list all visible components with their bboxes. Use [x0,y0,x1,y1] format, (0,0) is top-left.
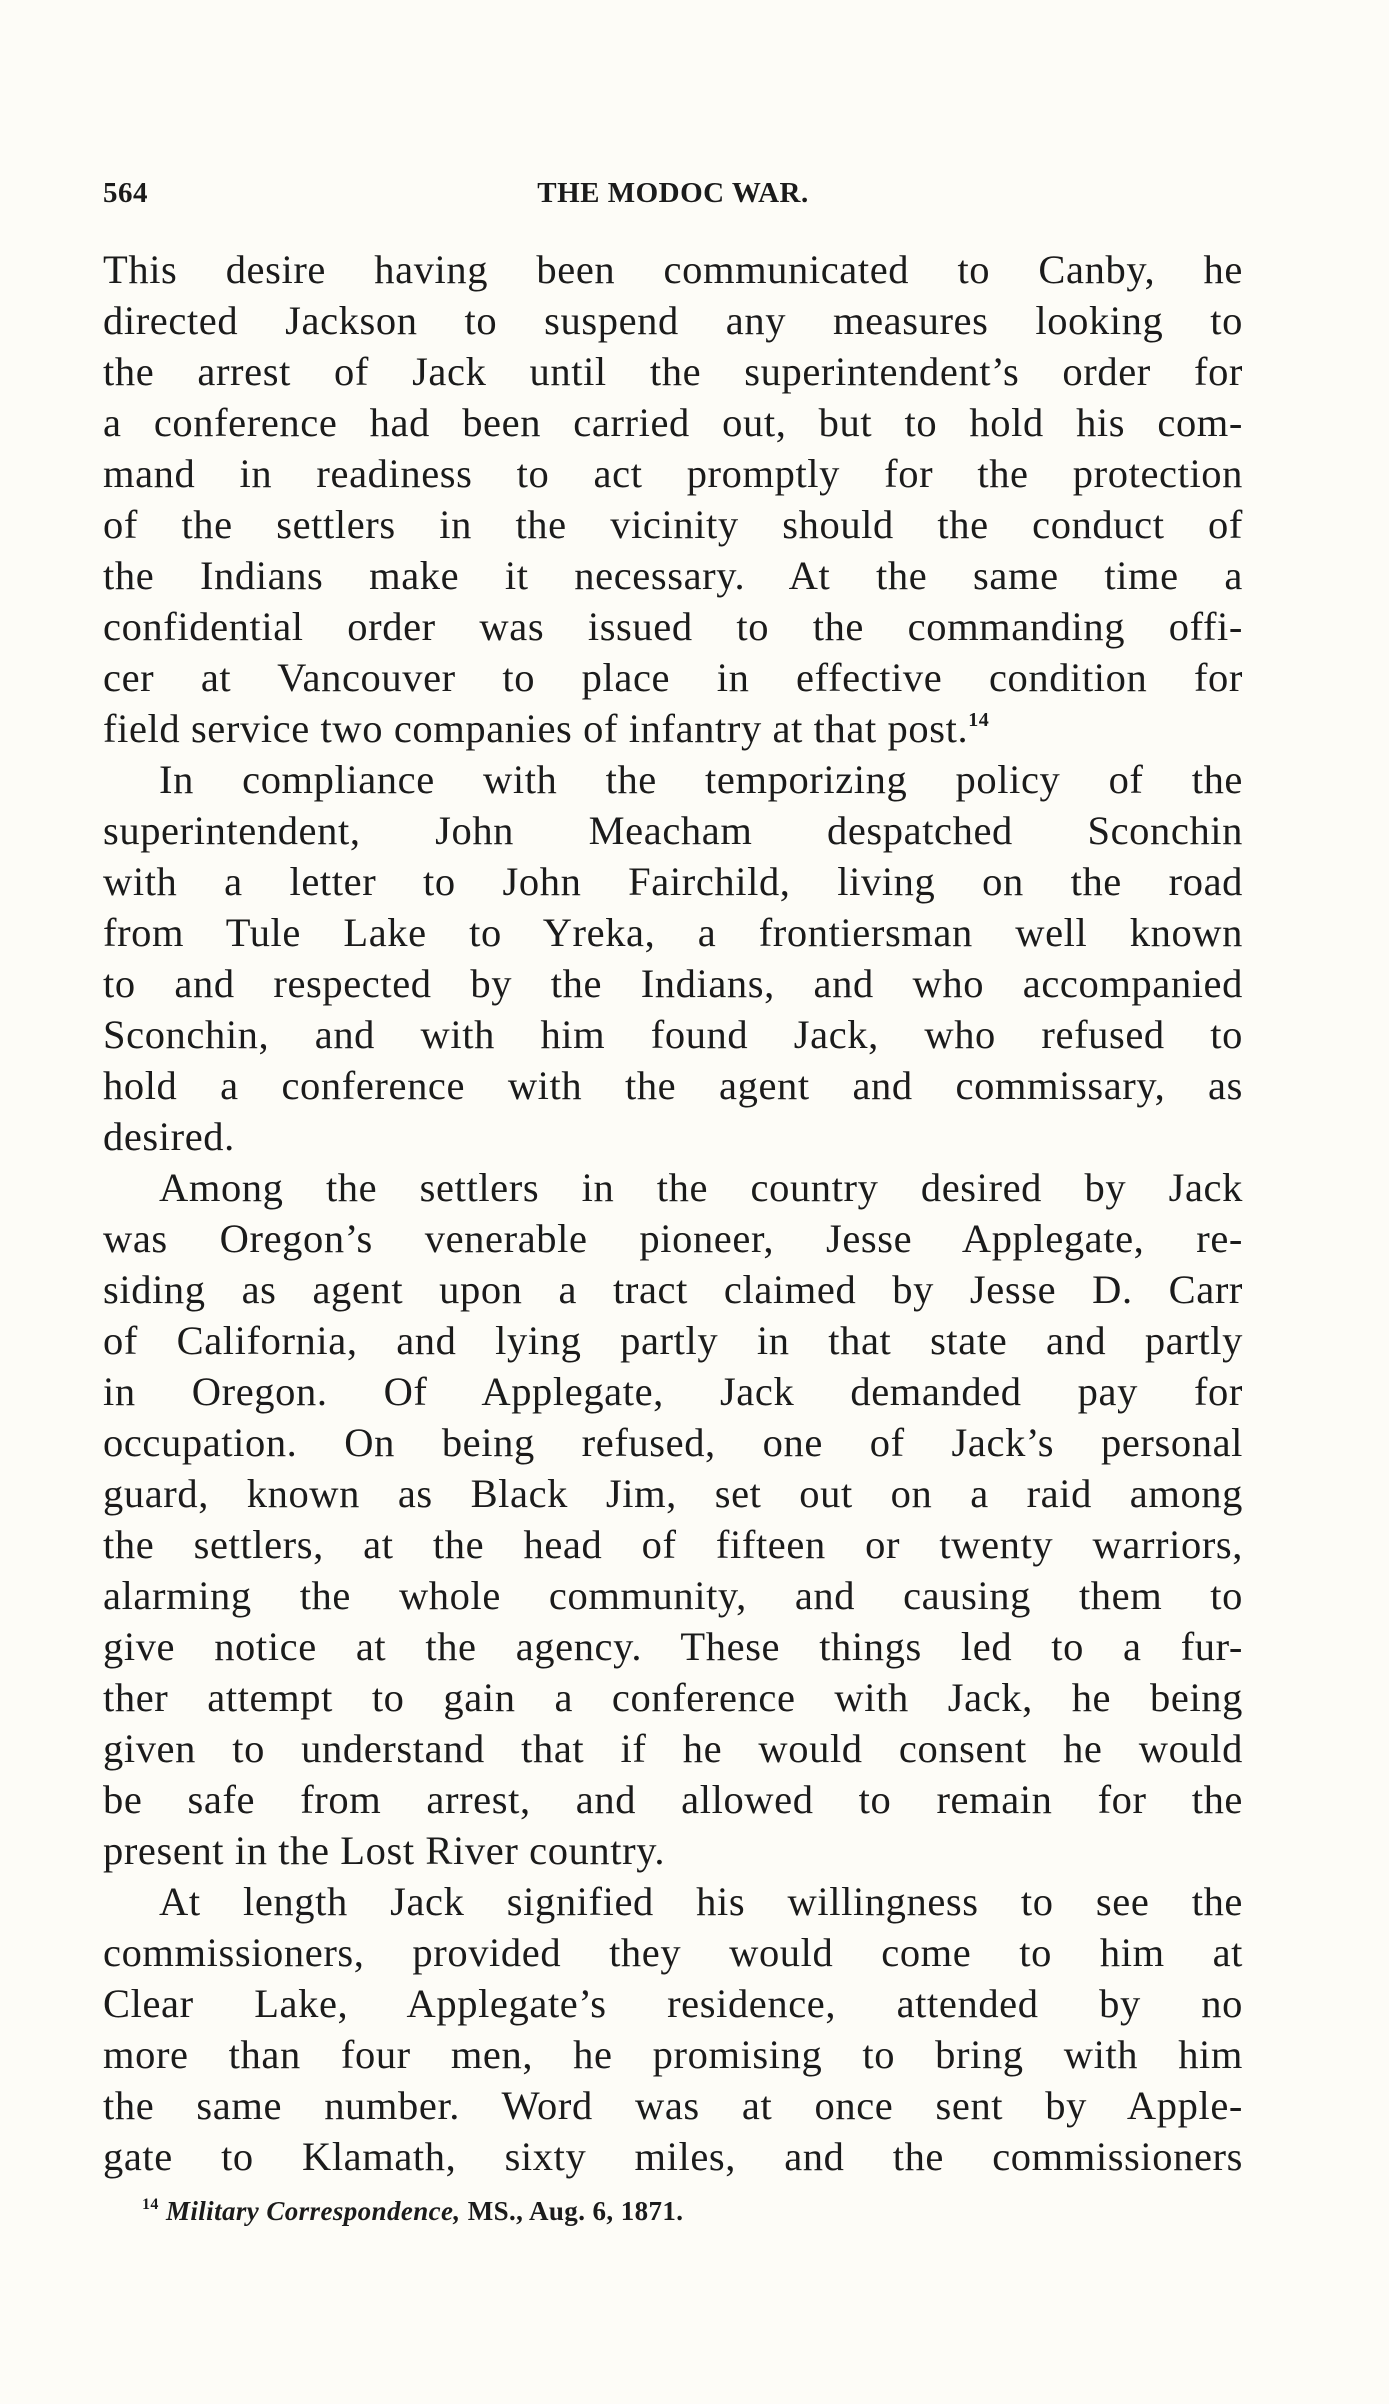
text-line: from Tule Lake to Yreka, a frontiersman well known [103,910,1243,955]
text-line: the Indians make it necessary. At the same time a [103,553,1243,598]
paragraph-start: Among the settlers in the country desired by Jack [159,1165,1243,1210]
footnote-marker: 14 [142,2196,159,2213]
text-line: alarming the whole community, and causing them to [103,1573,1243,1618]
text-line: mand in readiness to act promptly for the protection [103,451,1243,496]
text-line: the settlers, at the head of fifteen or twenty warriors, [103,1522,1243,1567]
footnote-reference: 14 [968,709,990,731]
text-line: Clear Lake, Applegate’s residence, attended by no [103,1981,1243,2026]
text-line: give notice at the agency. These things led to a fur- [103,1624,1243,1669]
text-line: gate to Klamath, sixty miles, and the commissioners [103,2134,1243,2179]
text-line: with a letter to John Fairchild, living on the road [103,859,1243,904]
text-line: occupation. On being refused, one of Jack’s personal [103,1420,1243,1465]
text-line: Sconchin, and with him found Jack, who refused to [103,1012,1243,1057]
text-line: more than four men, he promising to bring with him [103,2032,1243,2077]
text-line: commissioners, provided they would come to him at [103,1930,1243,1975]
page-number: 564 [103,177,148,209]
text-line: to and respected by the Indians, and who accompanied [103,961,1243,1006]
text-line: the same number. Word was at once sent by Apple- [103,2083,1243,2128]
text-line: guard, known as Black Jim, set out on a raid among [103,1471,1243,1516]
text-line: a conference had been carried out, but to hold his com- [103,400,1243,445]
text-line: in Oregon. Of Applegate, Jack demanded pay for [103,1369,1243,1414]
text-line: given to understand that if he would consent he would [103,1726,1243,1771]
text-line: superintendent, John Meacham despatched Sconchin [103,808,1243,853]
text-line: confidential order was issued to the commanding offi- [103,604,1243,649]
footnote-source-details: MS., Aug. 6, 1871. [460,2196,684,2226]
paragraph-start: At length Jack signified his willingness to see the [159,1879,1243,1924]
text-line: of California, and lying partly in that state and partly [103,1318,1243,1363]
text-line: ther attempt to gain a conference with Jack, he being [103,1675,1243,1720]
text-line: was Oregon’s venerable pioneer, Jesse Applegate, re- [103,1216,1243,1261]
body-text [103,244,1243,2182]
text-line: cer at Vancouver to place in effective condition for [103,655,1243,700]
text-line: of the settlers in the vicinity should the conduct of [103,502,1243,547]
text-line: directed Jackson to suspend any measures looking to [103,298,1243,343]
page-title: THE MODOC WAR. [537,177,809,209]
text-line: the arrest of Jack until the superintendent’s order for [103,349,1243,394]
text-line: desired. [103,1114,235,1159]
paragraph-start: In compliance with the temporizing policy of the [159,757,1243,802]
text-line-with-footnote [103,703,1243,754]
text-line: siding as agent upon a tract claimed by Jesse D. Carr [103,1267,1243,1312]
footnote-source-title: Military Correspondence, [165,2196,461,2226]
text-line: be safe from arrest, and allowed to remain for the [103,1777,1243,1822]
running-head [103,177,1243,217]
text-line: hold a conference with the agent and commissary, as [103,1063,1243,1108]
text-line: present in the Lost River country. [103,1828,666,1873]
text-line-content: field service two companies of infantry at that post. [103,706,969,751]
footnote [142,2196,1242,2227]
text-line: This desire having been communicated to Canby, he [103,247,1243,292]
